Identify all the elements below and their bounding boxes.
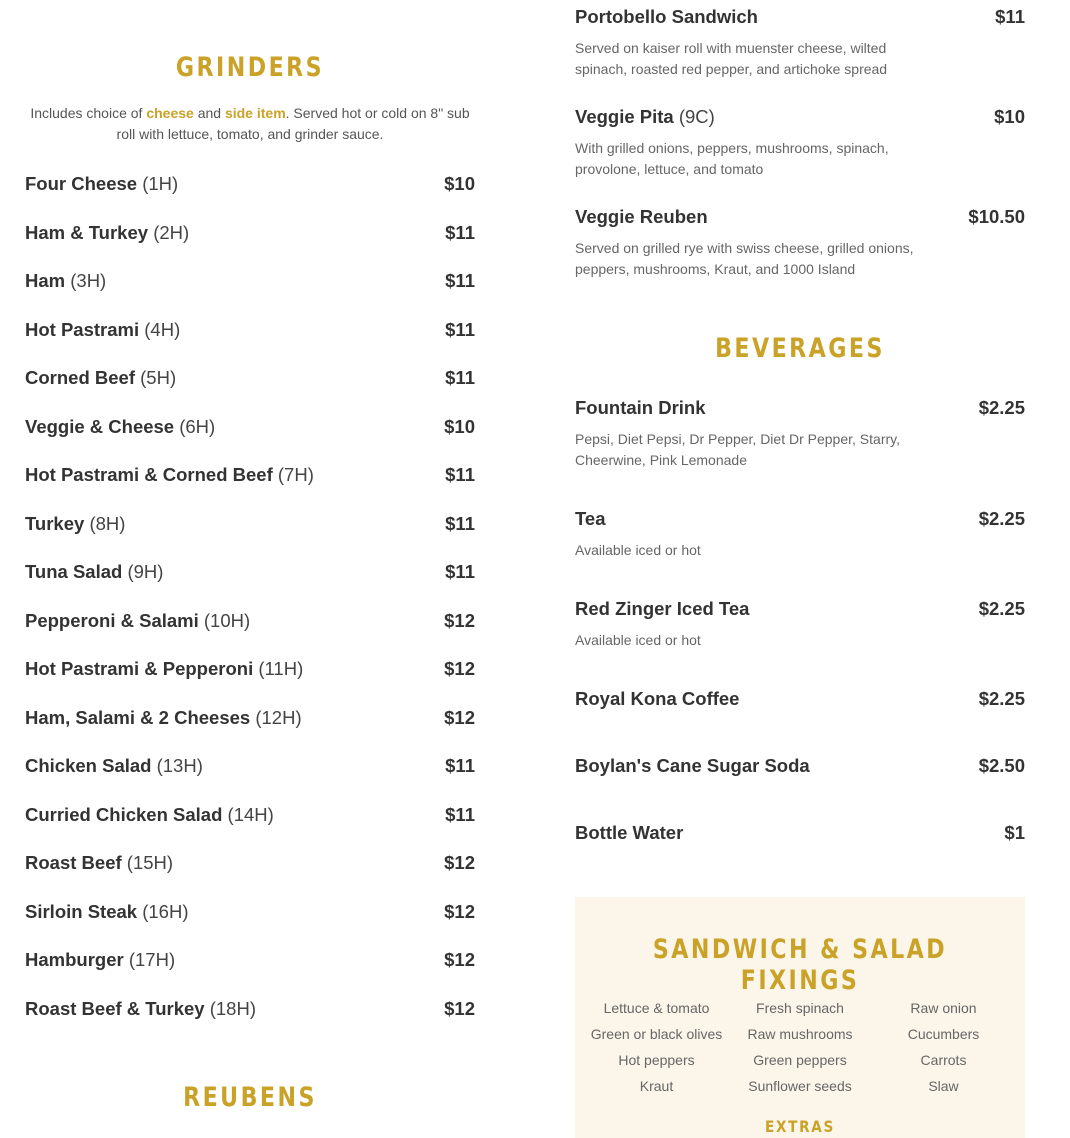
grinder-item (25, 949, 475, 998)
item-name: Portobello Sandwich (575, 6, 758, 27)
item-description: Available iced or hot (575, 632, 701, 648)
item-price: $2.25 (978, 688, 1025, 709)
grinder-item (25, 561, 475, 610)
item-name: Ham, Salami & 2 Cheeses (12H) (25, 706, 302, 728)
item-name: Ham (3H) (25, 270, 107, 291)
item-description: Pepsi, Diet Pepsi, Dr Pepper, Diet Dr Pepper, Starry, Cheerwine, Pink Lemonade (575, 431, 900, 468)
intro-cheese-highlight: cheese (146, 105, 194, 121)
extras-title: EXTRAS (764, 1117, 836, 1136)
fixing-item: Slaw (928, 1078, 959, 1094)
item-price: $12 (444, 997, 475, 1019)
grinder-item (25, 610, 475, 659)
item-price: $1 (1004, 822, 1025, 843)
item-price: $12 (444, 706, 475, 728)
fixing-item: Lettuce & tomato (603, 1000, 710, 1016)
fixing-item: Raw mushrooms (747, 1026, 853, 1042)
grinder-item (25, 464, 475, 513)
fixing-item: Kraut (639, 1078, 674, 1094)
item-price: $11 (445, 755, 475, 776)
beverage-item (575, 688, 1025, 710)
grinder-item (25, 755, 475, 804)
fixings-title: SANDWICH & SALAD FIXINGS (652, 934, 948, 996)
fixing-item: Green peppers (753, 1052, 847, 1068)
grinder-item (25, 707, 475, 756)
item-price: $2.25 (978, 598, 1025, 619)
item-name: Roast Beef (15H) (25, 852, 174, 873)
menu-item (575, 6, 1025, 80)
intro-side-highlight: side item (224, 105, 286, 121)
item-name: Bottle Water (575, 822, 684, 843)
item-name: Hamburger (17H) (25, 949, 176, 970)
grinder-item (25, 852, 475, 901)
item-name: Ham & Turkey (2H) (25, 221, 190, 243)
fixing-item: Raw onion (910, 1000, 977, 1016)
item-price: $11 (445, 221, 475, 243)
menu-item (575, 206, 1025, 280)
item-price: $12 (444, 609, 475, 631)
fixing-item: Green or black olives (590, 1026, 723, 1042)
fixings-grid (575, 997, 1025, 1097)
item-price: $10 (444, 173, 475, 194)
intro-text-1: Includes choice of (30, 105, 147, 121)
item-name: Pepperoni & Salami (10H) (25, 609, 251, 631)
item-price: $12 (444, 658, 475, 679)
item-name: Boylan's Cane Sugar Soda (575, 755, 810, 776)
fixing-item: Hot peppers (618, 1052, 695, 1068)
item-price: $10 (994, 106, 1025, 127)
grinders-list (25, 173, 475, 1046)
item-name: Sirloin Steak (16H) (25, 900, 189, 922)
menu-item (575, 106, 1025, 180)
beverage-item (575, 508, 1025, 561)
grinder-item (25, 173, 475, 222)
item-price: $10 (444, 415, 475, 437)
item-name: Royal Kona Coffee (575, 688, 740, 709)
grinder-item (25, 367, 475, 416)
right-column (575, 0, 1025, 1138)
beverage-item (575, 397, 1025, 471)
fixing-item: Carrots (920, 1052, 967, 1068)
item-price: $12 (444, 900, 475, 922)
item-price: $11 (445, 318, 475, 340)
beverages-title: BEVERAGES (715, 333, 885, 364)
grinder-item (25, 804, 475, 853)
left-column (25, 0, 475, 1138)
item-name: Turkey (8H) (25, 512, 126, 534)
item-price: $11 (445, 561, 475, 582)
item-name: Veggie Reuben (575, 206, 708, 227)
item-price: $11 (445, 367, 475, 388)
reubens-title: REUBENS (183, 1082, 317, 1113)
item-name: Fountain Drink (575, 397, 706, 418)
beverage-item (575, 755, 1025, 777)
item-name: Corned Beef (5H) (25, 367, 177, 388)
item-description: Served on grilled rye with swiss cheese, grilled onions, peppers, mushrooms, Kraut, and 1000 Island (575, 240, 914, 277)
item-name: Roast Beef & Turkey (18H) (25, 997, 256, 1019)
grinder-item (25, 222, 475, 271)
item-name: Curried Chicken Salad (14H) (25, 803, 274, 825)
item-name: Veggie Pita (9C) (575, 106, 715, 127)
item-price: $12 (444, 852, 475, 873)
item-name: Red Zinger Iced Tea (575, 598, 750, 619)
beverage-item (575, 822, 1025, 844)
fixing-item: Fresh spinach (756, 1000, 844, 1016)
item-name: Tea (575, 508, 606, 529)
item-description: With grilled onions, peppers, mushrooms, spinach, provolone, lettuce, and tomato (575, 140, 889, 177)
fixing-item: Sunflower seeds (748, 1078, 852, 1094)
item-price: $12 (444, 949, 475, 970)
grinder-item (25, 513, 475, 562)
item-name: Hot Pastrami & Pepperoni (11H) (25, 658, 304, 679)
item-price: $2.25 (978, 508, 1025, 529)
intro-text-2: and (193, 105, 225, 121)
item-name: Hot Pastrami & Corned Beef (7H) (25, 464, 314, 485)
intro-text-3: . Served hot or cold on 8" sub roll with lettuce, tomato, and grinder sauce. (116, 105, 470, 142)
item-price: $11 (445, 803, 475, 825)
item-price: $2.25 (978, 397, 1025, 418)
fixings-panel (575, 897, 1025, 1138)
item-price: $11 (445, 512, 475, 534)
item-description: Served on kaiser roll with muenster cheese, wilted spinach, roasted red pepper, and artichoke spread (575, 40, 888, 77)
item-name: Four Cheese (1H) (25, 173, 179, 194)
grinder-item (25, 901, 475, 950)
item-price: $10.50 (968, 206, 1025, 227)
item-description: Available iced or hot (575, 542, 701, 558)
item-price: $11 (445, 464, 475, 485)
item-price: $11 (995, 6, 1025, 27)
grinder-item (25, 658, 475, 707)
grinder-item (25, 416, 475, 465)
item-name: Tuna Salad (9H) (25, 561, 164, 582)
grinder-item (25, 998, 475, 1047)
grinder-item (25, 270, 475, 319)
item-price: $2.50 (978, 755, 1025, 776)
item-price: $11 (445, 270, 475, 291)
beverage-item (575, 598, 1025, 651)
grinder-item (25, 319, 475, 368)
item-name: Hot Pastrami (4H) (25, 318, 181, 340)
fixing-item: Cucumbers (907, 1026, 980, 1042)
grinders-intro (25, 103, 475, 145)
grinders-title: GRINDERS (175, 52, 325, 83)
item-name: Veggie & Cheese (6H) (25, 415, 216, 437)
item-name: Chicken Salad (13H) (25, 755, 203, 776)
